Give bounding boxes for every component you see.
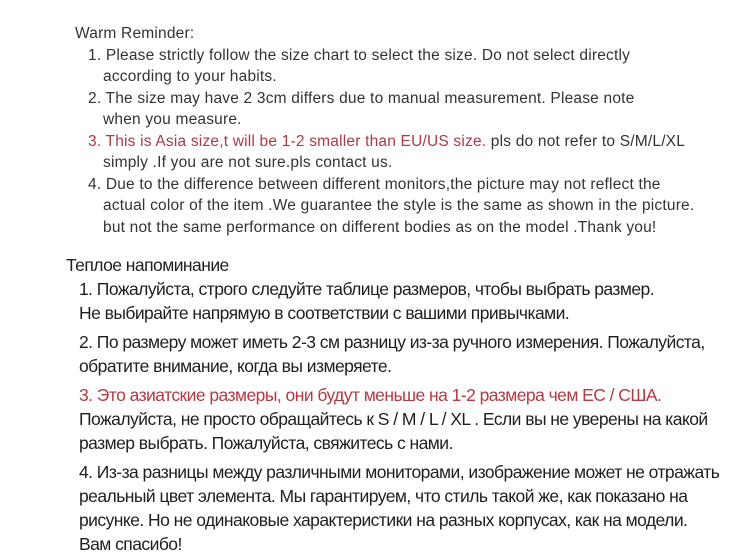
russian-title: Теплое напоминание (66, 255, 229, 275)
ru-item-2-line-2: обратите внимание, когда вы измеряете. (79, 356, 392, 376)
en-item-2-line-1: 2. The size may have 2 3cm differs due to manual measurement. Please note (88, 89, 635, 107)
en-item-1-line-1: 1. Please strictly follow the size chart to select the size. Do not select directly (88, 46, 631, 64)
ru-item-3-line-3: размер выбрать. Пожалуйста, свяжитесь с нами. (79, 433, 453, 453)
en-item-4-line-1: 4. Due to the difference between different monitors,the picture may not reflect the (88, 175, 661, 193)
ru-item-2-line-1: 2. По размеру может иметь 2-3 см разницу из-за ручного измерения. Пожалуйста, (79, 332, 705, 352)
ru-item-4-line-2: реальный цвет элемента. Мы гарантируем, что стиль такой же, как показано на (79, 486, 688, 506)
ru-item-3-line-2: Пожалуйста, не просто обращайтесь к S / M / L / XL . Если вы не уверены на какой (79, 409, 708, 429)
en-item-4-line-3: but not the same performance on different bodies as on the model .Thank you! (103, 218, 657, 236)
ru-item-1-line-2: Не выбирайте напрямую в соответствии с вашими привычками. (79, 303, 570, 323)
en-item-3-line-1 (88, 131, 750, 153)
en-item-3-red-text: 3. This is Asia size,t will be 1-2 smaller than EU/US size. (88, 132, 487, 150)
ru-item-4-line-3: рисунке. Но не одинаковые характеристики на разных корпусах, как на модели. (79, 510, 688, 530)
russian-reminder-section (0, 253, 750, 556)
ru-item-4-line-1: 4. Из-за разницы между различными мониторами, изображение может не отражать (79, 462, 720, 482)
en-item-3-black-text: pls do not refer to S/M/L/XL (486, 132, 686, 150)
en-item-2-line-2: when you measure. (103, 111, 242, 128)
english-title: Warm Reminder: (75, 25, 195, 42)
english-reminder-section (0, 23, 750, 238)
en-item-3-line-2: simply .If you are not sure.pls contact us. (103, 154, 393, 171)
en-item-4-line-2: actual color of the item .We guarantee the style is the same as shown in the picture. (103, 197, 695, 214)
en-item-1-line-2: according to your habits. (103, 68, 277, 85)
ru-item-4-line-4: Вам спасибо! (79, 534, 182, 554)
ru-item-1-line-1: 1. Пожалуйста, строго следуйте таблице размеров, чтобы выбрать размер. (79, 279, 655, 299)
ru-item-3-line-1: 3. Это азиатские размеры, они будут меньше на 1-2 размера чем ЕС / США. (79, 385, 662, 405)
